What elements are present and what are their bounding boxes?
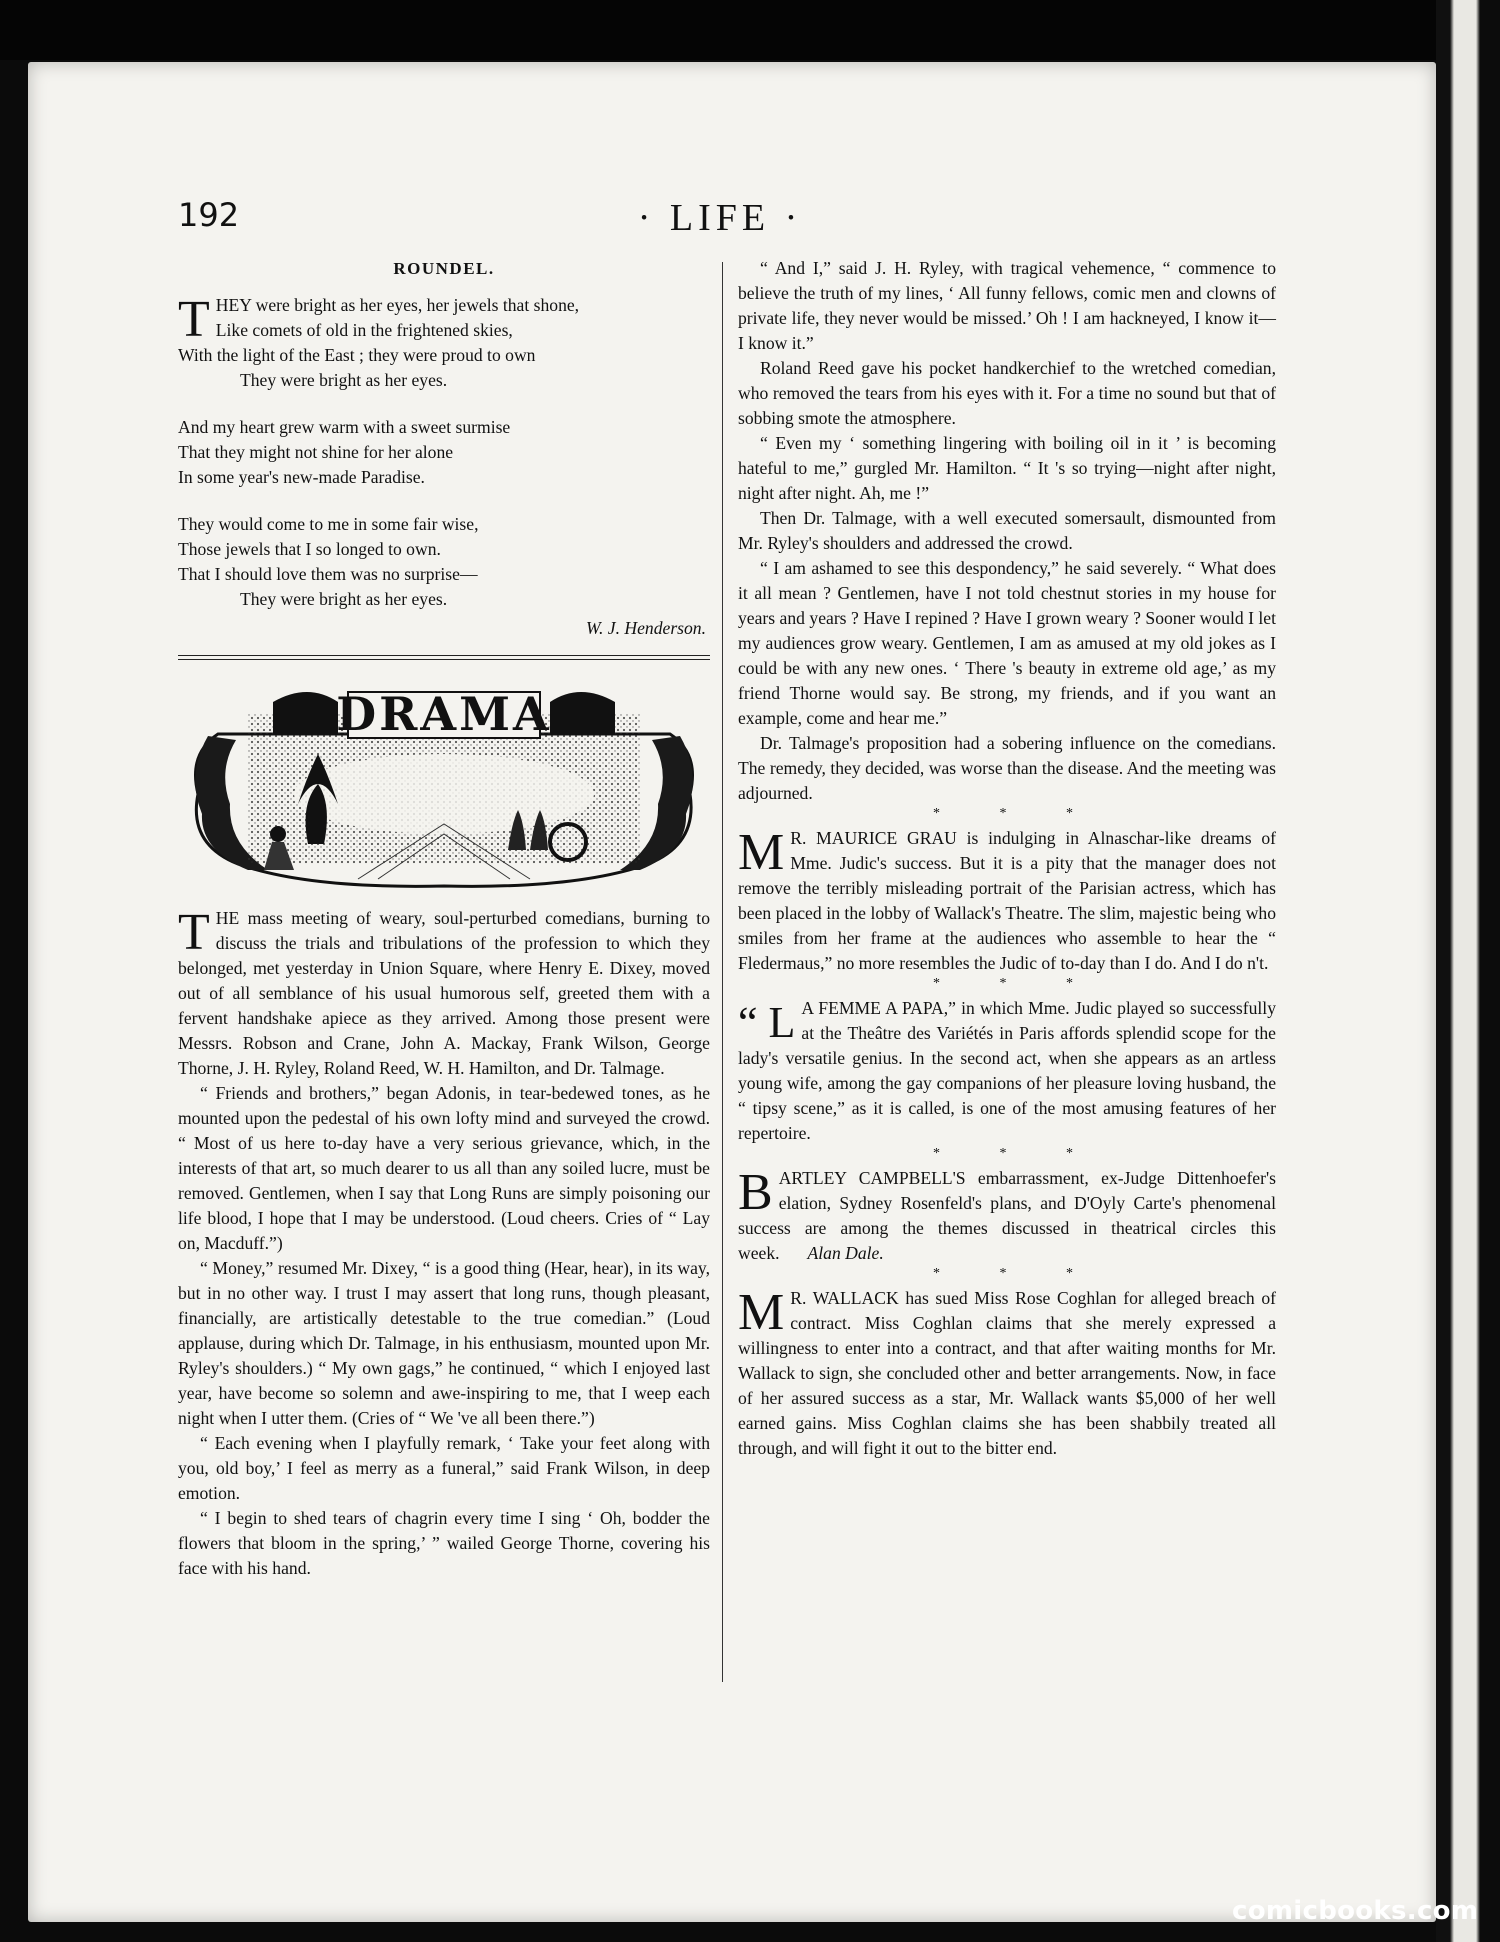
poem-line: They would come to me in some fair wise, bbox=[178, 514, 479, 534]
site-watermark: comicbooks.com bbox=[1232, 1896, 1479, 1926]
section-rule bbox=[178, 655, 710, 660]
item-dropcap: “ L bbox=[738, 998, 796, 1047]
poem-line: They were bright as her eyes. bbox=[240, 589, 448, 609]
article-paragraph: “ And I,” said J. H. Ryley, with tragical vehemence, “ commence to believe the truth of my lines, ‘ All funny fellows, comic men and clowns of private life, they never would be missed.’ Oh ! I am hackneyed, I know it—I know it.” bbox=[738, 258, 1276, 353]
poem-body bbox=[178, 293, 710, 612]
article-paragraph: THE mass meeting of weary, soul-perturbed comedians, burning to discuss the trials and tribulations of the profession to which they belonged, met yesterday in Union Square, where Henry E. Dixey, moved out of all semblance of his usual humorous self, greeted them with a fervent handshake apiece as they arrived. Among those present were Messrs. Robson and Crane, John A. Mackay, Frank Wilson, George Thorne, J. H. Ryley, Roland Reed, W. H. Hamilton, and Dr. Talmage. bbox=[178, 904, 710, 1078]
scan-border-top bbox=[0, 0, 1500, 60]
poem-line: And my heart grew warm with a sweet surmise bbox=[178, 417, 511, 437]
article-paragraph: “ Money,” resumed Mr. Dixey, “ is a good thing (Hear, hear), in its way, but in no other way. I trust I may assert that long runs, though pleasant, financially, are artistically detestable to the true comedian.” (Loud applause, during which Dr. Talmage, in his enthusiasm, mounted upon Mr. Ryley's shoulders.) “ My own gags,” he continued, “ which I enjoyed last year, have become so solemn and awe-inspiring to me, that I weep each night when I utter them. (Cries of “ We 've all been there.”) bbox=[178, 1258, 710, 1428]
poem-dropcap: T bbox=[178, 291, 210, 348]
item-wallack: M R. WALLACK has sued Miss Rose Coghlan for alleged breach of contract. Miss Coghlan claims that she merely expressed a willingness to enter into a contract, and that after waiting months for Mr. Wallack to sign, she concluded other and better arrangements. Now, in face of her assured success as a star, Mr. Wallack wants $5,000 of her well earned gains. Miss Coghlan claims she has been shabbily treated all through, and will fight it out to the bitter end. bbox=[738, 1284, 1276, 1458]
section-separator: * * * bbox=[933, 976, 1101, 991]
item-dropcap: M bbox=[738, 1284, 785, 1341]
page-number: 192 bbox=[178, 196, 240, 234]
drama-banner-illustration bbox=[178, 674, 710, 896]
left-column bbox=[178, 256, 710, 1581]
section-separator: * * * bbox=[933, 1266, 1101, 1281]
poem-line: That I should love them was no surprise— bbox=[178, 564, 478, 584]
item-dropcap: B bbox=[738, 1164, 773, 1221]
section-separator: * * * bbox=[933, 806, 1101, 821]
column-divider bbox=[722, 262, 723, 1682]
poem-line: Like comets of old in the frightened skies, bbox=[215, 320, 513, 340]
poem-title: ROUNDEL. bbox=[393, 259, 495, 278]
poem-line: That they might not shine for her alone bbox=[178, 442, 454, 462]
poem-line: With the light of the East ; they were proud to own bbox=[178, 345, 536, 365]
article-paragraph: Roland Reed gave his pocket handkerchief to the wretched comedian, who removed the tears from his eyes with it. For a time no sound but that of sobbing smote the atmosphere. bbox=[738, 358, 1276, 428]
section-separator: * * * bbox=[933, 1146, 1101, 1161]
item-dropcap: M bbox=[738, 824, 785, 881]
masthead-title: · LIFE · bbox=[637, 197, 803, 239]
drama-banner-title: DRAMA bbox=[336, 687, 552, 741]
item-femme-a-papa: “ L A FEMME A PAPA,” in which Mme. Judic played so successfully at the Theâtre des Variétés in Paris affords splendid scope for the lady's versatile genius. In the second act, when she appears as an artless young wife, among the gay companions of her pleasure loving husband, the “ tipsy scene,” as it is called, is one of the most amusing features of her repertoire. bbox=[738, 998, 1276, 1143]
column-author: Alan Dale. bbox=[807, 1243, 884, 1263]
poem-line: HEY were bright as her eyes, her jewels that shone, bbox=[215, 295, 580, 315]
item-bartley-campbell: BARTLEY CAMPBELL'S embarrassment, ex-Judge Dittenhoefer's elation, Sydney Rosenfeld's plans, and D'Oyly Carte's phenomenal success are among the themes discussed in theatrical circles this week. Alan Dale. bbox=[738, 1164, 1276, 1263]
article-dropcap: T bbox=[178, 904, 210, 961]
article-paragraph: “ Friends and brothers,” began Adonis, in tear-bedewed tones, as he mounted upon the pedestal of his own lofty mind and surveyed the crowd. “ Most of us here to-day have a very serious grievance, which, in the interests of that art, so much dearer to us all than any soiled lucre, must be removed. Gentlemen, when I say that Long Runs are simply poisoning our life blood, I hope that I may be understood. (Loud cheers. Cries of “ Lay on, Macduff.”) bbox=[178, 1083, 710, 1253]
article-paragraph: “ Each evening when I playfully remark, ‘ Take your feet along with you, old boy,’ I feel as merry as a funeral,” said Frank Wilson, in deep emotion. bbox=[178, 1433, 710, 1503]
article-paragraph: Dr. Talmage's proposition had a sobering influence on the comedians. The remedy, they decided, was worse than the disease. And the meeting was adjourned. bbox=[738, 733, 1276, 803]
poem-line: They were bright as her eyes. bbox=[240, 370, 448, 390]
item-grau: M R. MAURICE GRAU is indulging in Alnaschar-like dreams of Mme. Judic's success. But it is a pity that the manager does not remove the terribly misleading portrait of the Parisian actress, which has been placed in the lobby of Wallack's Theatre. The slim, majestic being who smiles from her frame at the audiences who assemble to hear the “ Fledermaus,” no more resembles the Judic of to-day than I do. And I do n't. bbox=[738, 824, 1276, 973]
article-paragraph: “ I begin to shed tears of chagrin every time I sing ‘ Oh, bodder the flowers that bloom in the spring,’ ” wailed George Thorne, covering his face with his hand. bbox=[178, 1508, 710, 1578]
article-paragraph: Then Dr. Talmage, with a well executed somersault, dismounted from Mr. Ryley's shoulders and addressed the crowd. bbox=[738, 508, 1276, 553]
right-column bbox=[738, 256, 1276, 1461]
poem-author: W. J. Henderson. bbox=[585, 618, 706, 638]
poem-line: Those jewels that I so longed to own. bbox=[178, 539, 441, 559]
poem-line: In some year's new-made Paradise. bbox=[178, 467, 425, 487]
scan-border-right bbox=[1436, 0, 1500, 1942]
article-paragraph: “ I am ashamed to see this despondency,” he said severely. “ What does it all mean ? Gentlemen, have I not told chestnut stories in my house for years and years ? Have I repined ? Have I grown weary ? Sooner would I let my audiences grow weary. Gentlemen, I am as amused at my old jokes as I could be with any new ones. ‘ There 's beauty in extreme old age,’ as my friend Thorne would say. Be strong, my friends, and if you want an example, come and hear me.” bbox=[738, 558, 1276, 728]
article-paragraph: “ Even my ‘ something lingering with boiling oil in it ’ is becoming hateful to me,” gurgled Mr. Hamilton. “ It 's so trying—night after night, night after night. Ah, me !” bbox=[738, 433, 1276, 503]
